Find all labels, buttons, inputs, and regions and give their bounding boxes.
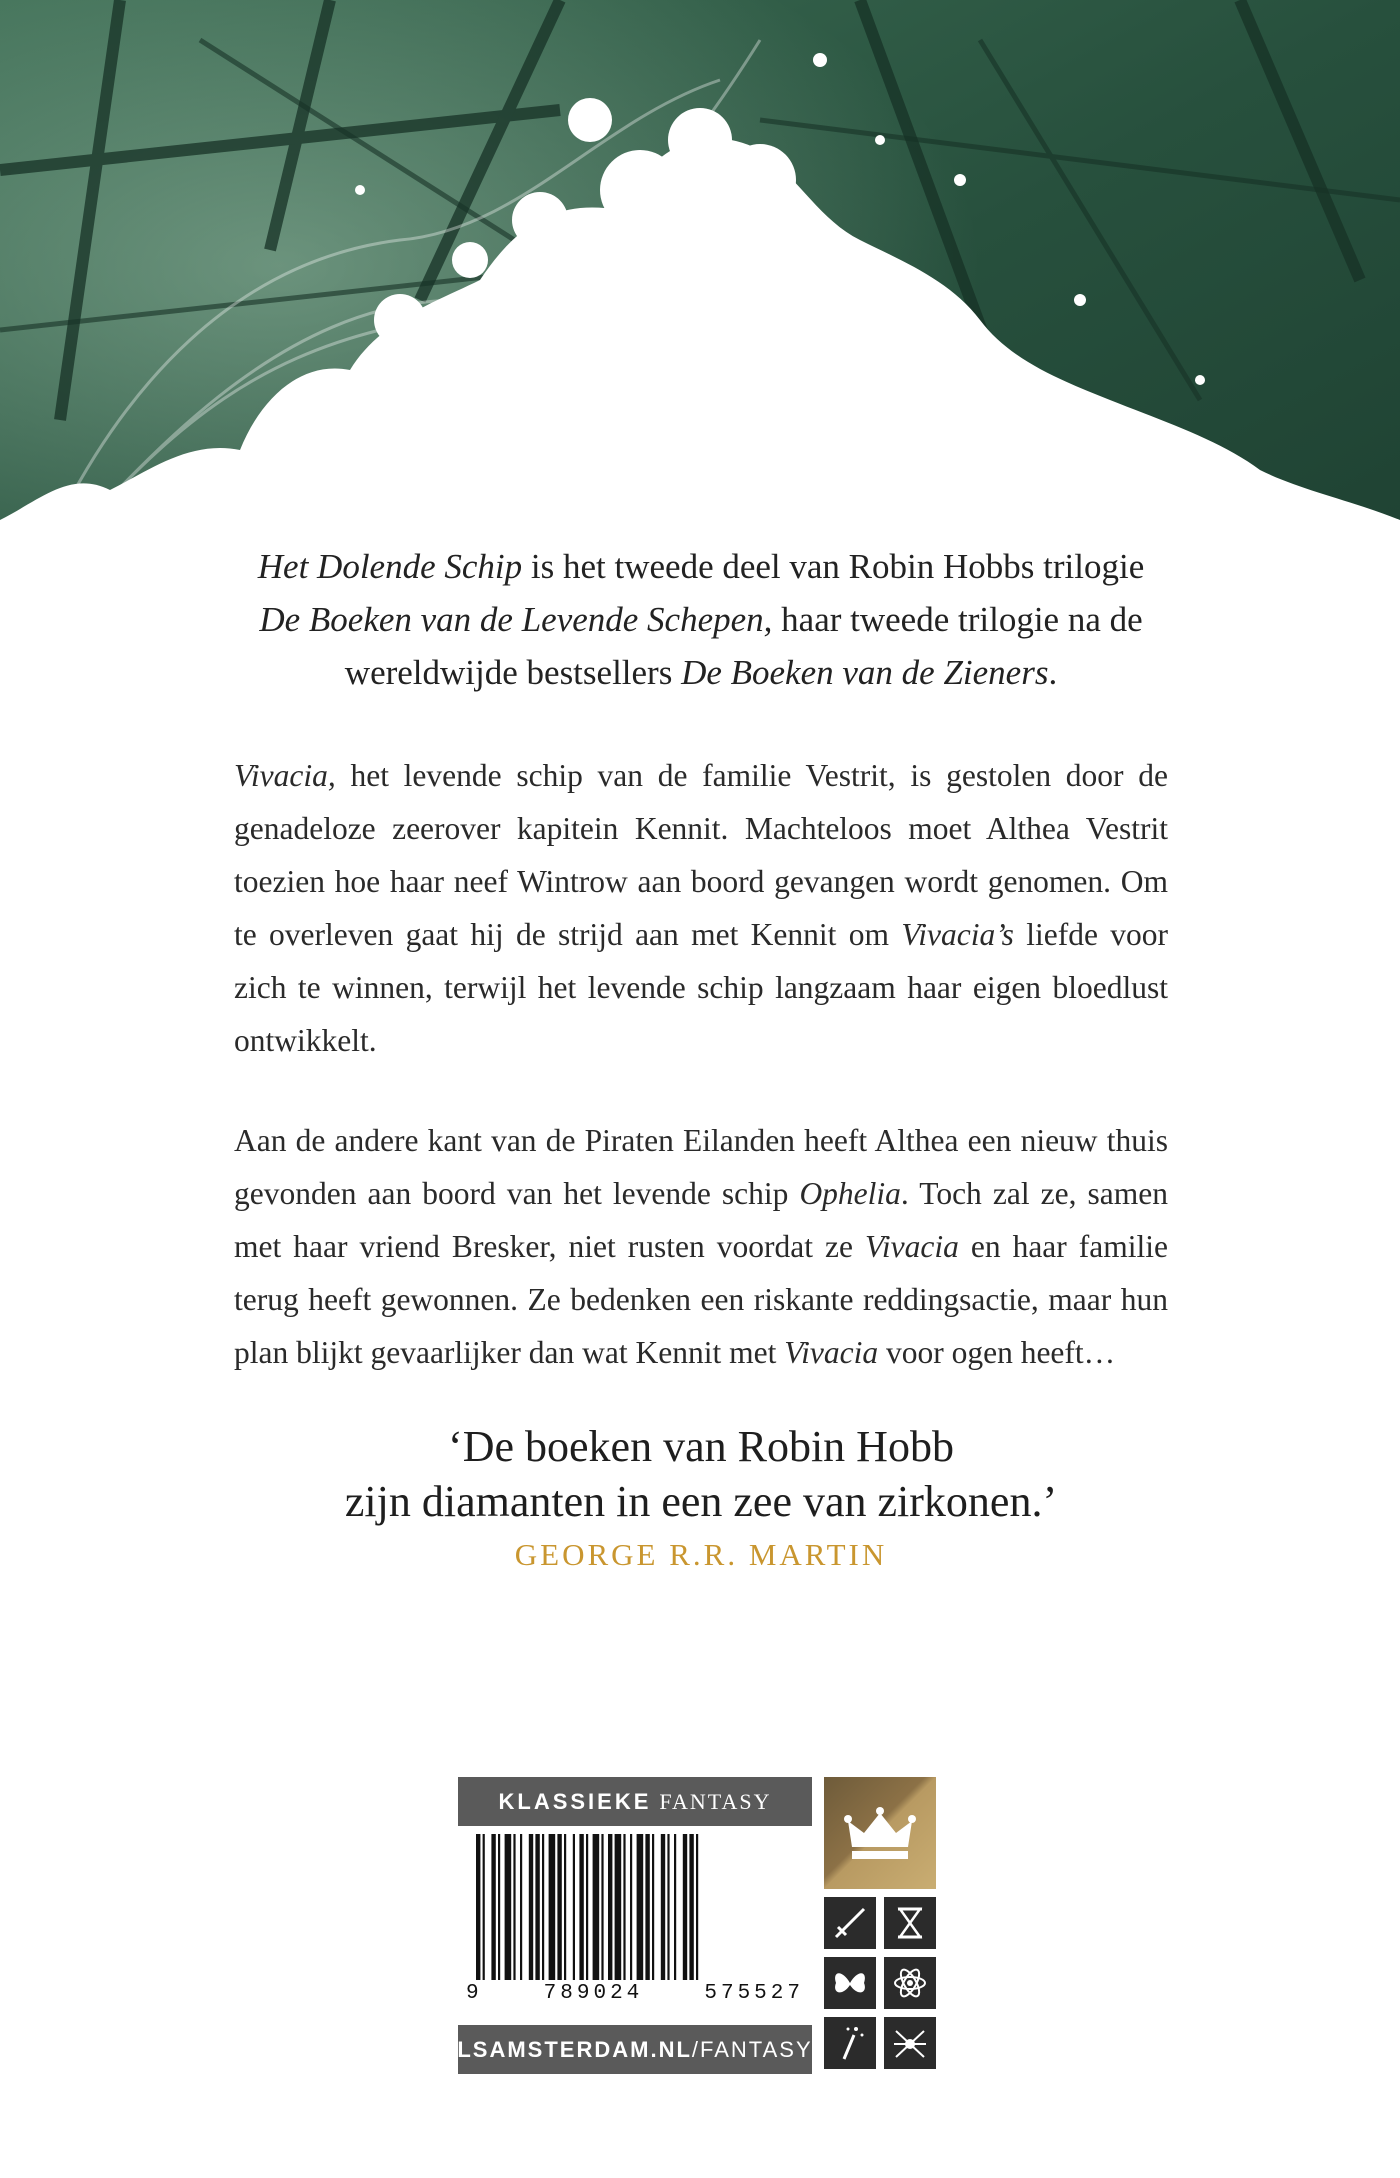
barcode-digit-group: 789024 (543, 1982, 644, 2005)
barcode-bar (608, 1834, 612, 1980)
genre-label-bold: KLASSIEKE (498, 1788, 652, 1814)
barcode-bar (661, 1834, 665, 1980)
barcode-bar (535, 1834, 539, 1980)
barcode-bars (458, 1826, 812, 1982)
barcode-bar (476, 1834, 480, 1980)
website-domain: LSAMSTERDAM.NL (457, 2036, 692, 2062)
quote-author: GEORGE R.R. MARTIN (514, 1537, 888, 1572)
quote-line-1: ‘De boeken van Robin Hobb (448, 1422, 954, 1471)
spider-icon (884, 2017, 936, 2069)
barcode-bar (542, 1834, 544, 1980)
barcode-bar (573, 1834, 575, 1980)
barcode-bar (491, 1834, 495, 1980)
website-path: /FANTASY (691, 2036, 813, 2062)
hourglass-icon (884, 1897, 936, 1949)
barcode-bar (505, 1834, 512, 1980)
barcode-bar (667, 1834, 669, 1980)
barcode-bar (498, 1834, 500, 1980)
sword-icon (824, 1897, 876, 1949)
blurb-paragraph-1: Vivacia, het levende schip van de familie Vestrit, is gestolen door de genadeloze zeerover kapitein Kennit. Machteloos moet Althea Vestrit toezien hoe haar neef Wintrow aan boord gevangen wordt genomen. Om te overleven gaat hij de strijd aan met Kennit om Vivacia’s liefde voor zich te winnen, terwijl het levende schip langzaam haar eigen bloedlust ontwikkelt. (234, 758, 1168, 1058)
barcode-bar (557, 1834, 561, 1980)
barcode-bar (483, 1834, 485, 1980)
blurb-paragraph-2: Aan de andere kant van de Piraten Eilanden heeft Althea een nieuw thuis gevonden aan boord van het levende schip Ophelia. Toch zal ze, samen met haar vriend Bresker, niet rusten voordat ze Vivacia en haar familie terug heeft gewonnen. Ze bedenken een riskante reddingsactie, maar hun plan blijkt gevaarlijker dan wat Kennit met Vivacia voor ogen heeft… (234, 1123, 1168, 1370)
butterfly-icon (824, 1957, 876, 2009)
isbn-barcode (458, 1826, 812, 2022)
barcode-bar (601, 1834, 603, 1980)
barcode-bar (513, 1834, 515, 1980)
barcode-bar (637, 1834, 644, 1980)
barcode-bar (520, 1834, 522, 1980)
magic-wand-icon (824, 2017, 876, 2069)
blurb-section (234, 540, 1168, 1573)
barcode-bar (549, 1834, 556, 1980)
barcode-bar (586, 1834, 588, 1980)
blurb-lead: Het Dolende Schip is het tweede deel van Robin Hobbs trilogie De Boeken van de Levende Schepen, haar tweede trilogie na de wereldwijde bestsellers De Boeken van de Zieners. (257, 547, 1145, 692)
publisher-website[interactable] (458, 2025, 812, 2074)
barcode-bar (652, 1834, 654, 1980)
barcode-bar (674, 1834, 676, 1980)
barcode-bar (623, 1834, 625, 1980)
barcode-bar (683, 1834, 687, 1980)
barcode-bar (529, 1834, 533, 1980)
review-quote (234, 1419, 1168, 1529)
atom-icon (884, 1957, 936, 2009)
genre-label-light: FANTASY (659, 1788, 772, 1814)
crown-icon (824, 1777, 936, 1889)
barcode-digits (458, 1982, 812, 2005)
barcode-bar (579, 1834, 583, 1980)
series-title: De Boeken van de Levende Schepen, (259, 600, 773, 639)
book-title: Het Dolende Schip (257, 547, 523, 586)
genre-label (458, 1777, 812, 1826)
barcode-bar (630, 1834, 632, 1980)
barcode-bar (564, 1834, 566, 1980)
barcode-bar (689, 1834, 693, 1980)
barcode-digit-group: 575527 (704, 1982, 804, 2005)
barcode-bar (696, 1834, 698, 1980)
quote-line-2: zijn diamanten in een zee van zirkonen.’ (344, 1477, 1058, 1526)
barcode-bar (615, 1834, 622, 1980)
barcode-bar (645, 1834, 649, 1980)
barcode-bar (593, 1834, 600, 1980)
barcode-digit-group: 9 (466, 1982, 483, 2005)
earlier-series-title: De Boeken van de Zieners (681, 653, 1049, 692)
